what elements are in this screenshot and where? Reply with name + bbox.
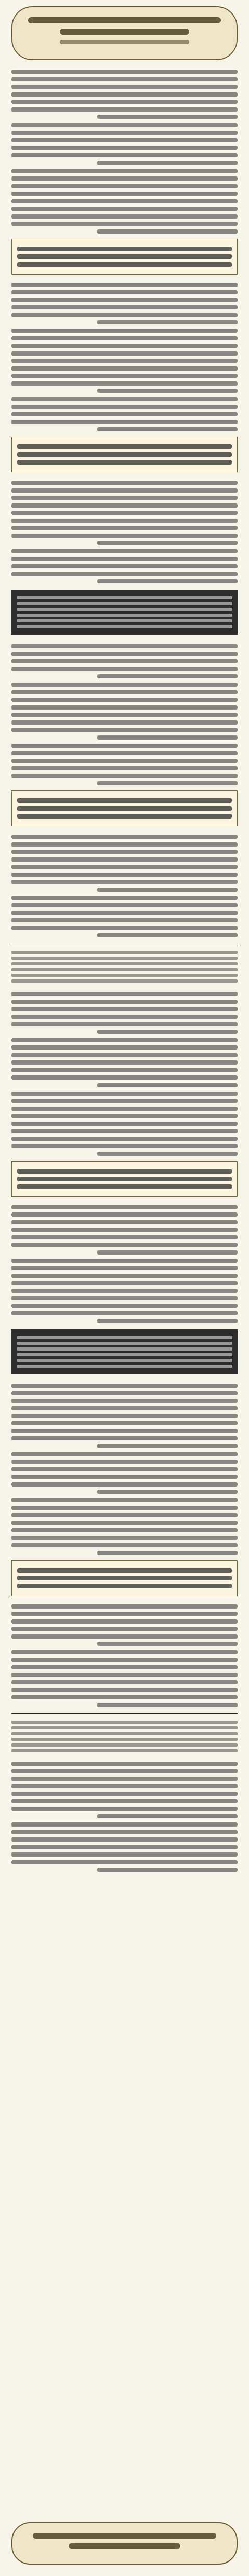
body-paragraph — [11, 397, 238, 431]
document-body — [11, 70, 238, 1872]
body-paragraph — [11, 1205, 238, 1255]
body-paragraph — [11, 1822, 238, 1872]
body-paragraph — [11, 1259, 238, 1323]
footnote-block — [11, 1713, 238, 1752]
quran-verse-box — [11, 437, 238, 472]
body-paragraph — [11, 1038, 238, 1087]
body-paragraph — [11, 70, 238, 119]
body-paragraph — [11, 896, 238, 938]
body-paragraph — [11, 835, 238, 892]
body-paragraph — [11, 329, 238, 393]
body-section — [11, 283, 238, 473]
body-section — [11, 1384, 238, 1596]
quran-verse-box — [11, 1161, 238, 1197]
quran-verse-box — [11, 790, 238, 826]
body-paragraph — [11, 549, 238, 583]
body-paragraph — [11, 169, 238, 234]
body-paragraph — [11, 683, 238, 740]
body-section — [11, 644, 238, 826]
body-section — [11, 1762, 238, 1872]
body-paragraph — [11, 1092, 238, 1156]
body-section — [11, 992, 238, 1197]
body-paragraph — [11, 481, 238, 545]
body-section — [11, 1604, 238, 1752]
footnote-block — [11, 944, 238, 983]
body-paragraph — [11, 1384, 238, 1448]
body-section — [11, 835, 238, 983]
body-paragraph — [11, 1604, 238, 1646]
footnote-block — [11, 1329, 238, 1374]
verse-header-banner — [11, 6, 238, 60]
body-section — [11, 481, 238, 635]
verse-footer-banner — [11, 2522, 238, 2565]
body-paragraph — [11, 1762, 238, 1819]
body-paragraph — [11, 744, 238, 786]
body-section — [11, 1205, 238, 1374]
body-paragraph — [11, 992, 238, 1034]
body-paragraph — [11, 1650, 238, 1707]
quran-verse-box — [11, 239, 238, 275]
body-section — [11, 70, 238, 275]
body-paragraph — [11, 283, 238, 325]
body-paragraph — [11, 1498, 238, 1555]
quran-verse-box — [11, 1560, 238, 1596]
body-paragraph — [11, 123, 238, 165]
footnote-block — [11, 590, 238, 635]
body-paragraph — [11, 1452, 238, 1494]
body-paragraph — [11, 644, 238, 678]
